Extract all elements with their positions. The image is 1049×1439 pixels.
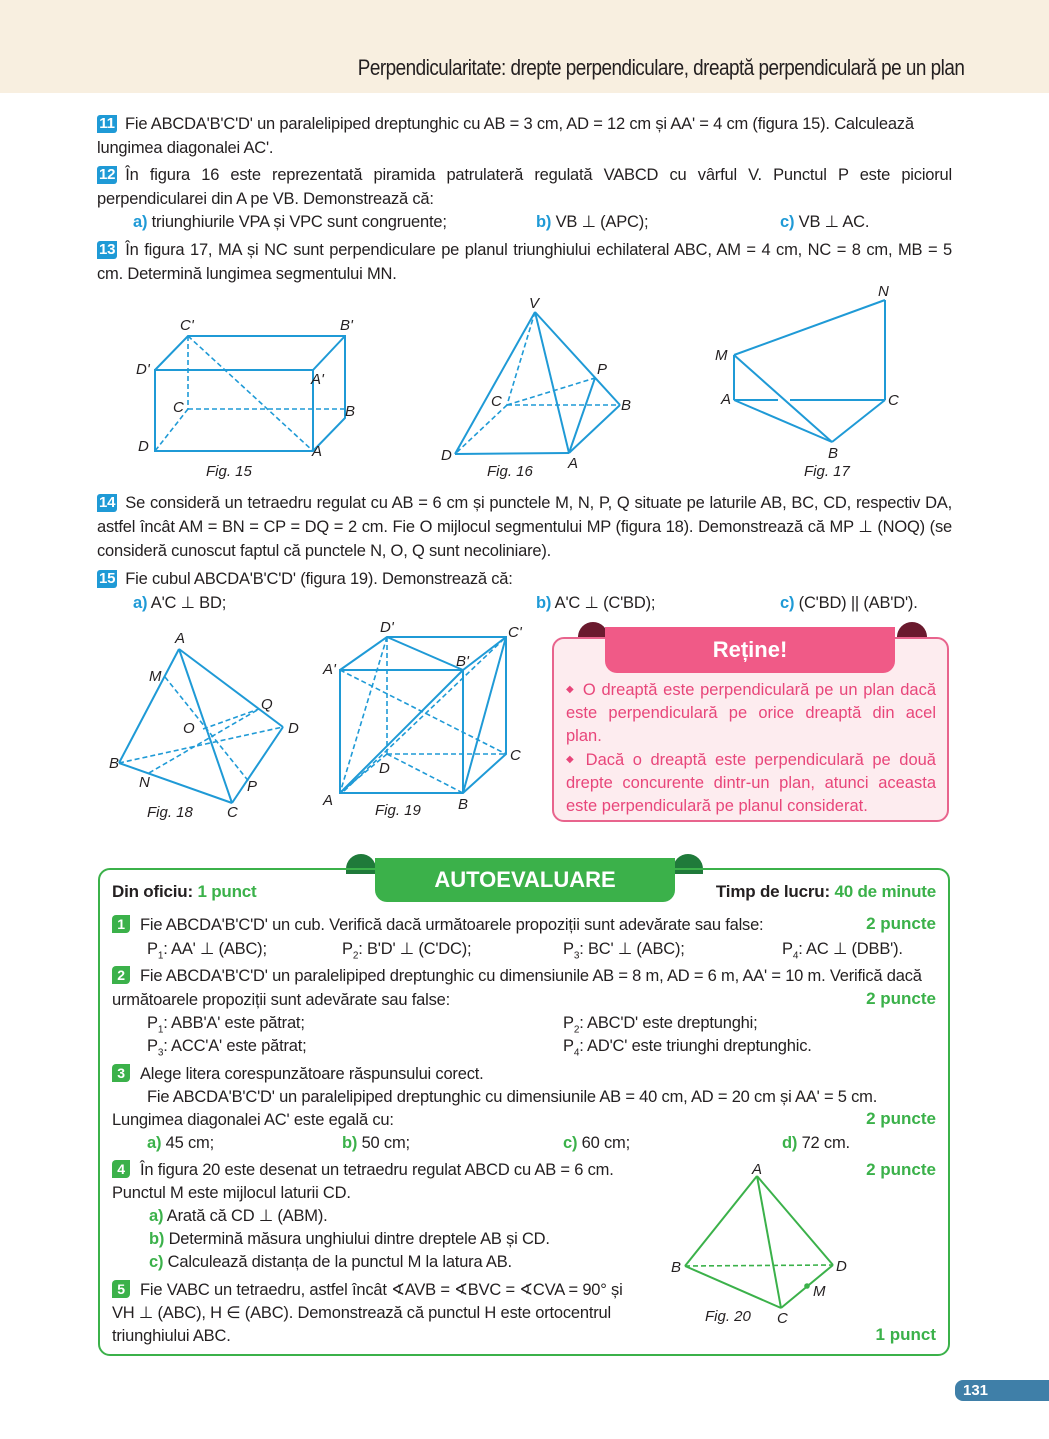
label-p: P: [247, 778, 258, 795]
option-label: c): [563, 1134, 578, 1152]
label-c: c): [780, 213, 795, 231]
proposition-text: AC ⊥ (DBB').: [806, 940, 903, 958]
exercise-12-c: [780, 210, 869, 234]
diamond-bullet-icon: ◆: [566, 754, 578, 765]
option-label: b): [342, 1134, 358, 1152]
retine-item: [566, 678, 936, 748]
label-a: A: [752, 1161, 763, 1178]
label-a: A: [721, 391, 732, 408]
item-text: A'C ⊥ BD;: [150, 594, 227, 612]
points: 2 puncte: [866, 914, 936, 933]
exercise-text: În figura 17, MA și NC sunt perpendiculare pe planul triunghiului echilateral ABC, AM = 4 cm, NC = 8 cm, MB = 5 cm. Determină lungimea segmentului MN.: [97, 241, 952, 283]
exercise-13: [97, 238, 952, 286]
label-a: a): [133, 594, 148, 612]
points: 2 puncte: [866, 1109, 936, 1128]
oficiu-value: 1 punct: [197, 882, 257, 901]
label-o: O: [183, 720, 195, 737]
page-header: [0, 0, 1049, 93]
question-4: [112, 1158, 614, 1182]
proposition-text: ABC'D' este dreptunghi;: [587, 1014, 758, 1032]
question-text: Fie VABC un tetraedru, astfel încât ∢AVB = ∢BVC = ∢CVA = 90° și: [140, 1281, 623, 1299]
label-v: V: [529, 295, 540, 312]
option-c: [563, 1131, 630, 1155]
label-c: C: [510, 747, 521, 764]
proposition: $P_3$: BC' ⊥ (ABC);: [563, 940, 685, 962]
exercise-number: 11: [97, 115, 117, 133]
label-d: D: [138, 438, 149, 455]
proposition: $P_2$: B'D' ⊥ (C'DC);: [342, 940, 472, 962]
chapter-title: Perpendicularitate: drepte perpendiculare, dreaptă perpendiculară pe un plan: [357, 55, 964, 80]
label-d-prime: D': [380, 619, 394, 636]
question-text: Fie ABCDA'B'C'D' un cub. Verifică dacă următoarele propoziții sunt adevărate sau false:: [140, 916, 764, 934]
proposition-text: ABB'A' este pătrat;: [171, 1014, 305, 1032]
label-b: b): [149, 1230, 165, 1248]
label-a: A: [312, 443, 323, 460]
proposition: $P_4$: AD'C' este triunghi dreptunghic.: [563, 1037, 812, 1059]
exercise-11: [97, 112, 952, 160]
proposition-text: B'D' ⊥ (C'DC);: [366, 940, 472, 958]
question-text: Fie ABCDA'B'C'D' un paralelipiped dreptunghic cu dimensiunile AB = 8 m, AD = 6 m, AA' = 10 m. Verifică dacă următoarele propoziții sunt adevărate sau false:: [112, 967, 922, 1009]
proposition-text: BC' ⊥ (ABC);: [587, 940, 685, 958]
label-n: N: [878, 283, 889, 300]
option-value: 60 cm;: [581, 1134, 630, 1152]
question-1: [112, 913, 842, 937]
label-a-prime: A': [311, 371, 324, 388]
proposition: $P_3$: ACC'A' este pătrat;: [147, 1037, 307, 1059]
option-d: [782, 1131, 850, 1155]
label-a: a): [149, 1207, 164, 1225]
question-3-text2: Lungimea diagonalei AC' este egală cu:: [112, 1111, 394, 1129]
label-b: B: [828, 445, 839, 462]
figure-20: [665, 1158, 865, 1328]
oficiu-info: [112, 880, 256, 904]
option-value: 45 cm;: [165, 1134, 214, 1152]
label-a: a): [133, 213, 148, 231]
label-q: Q: [261, 696, 273, 713]
retine-item-text: Dacă o dreaptă este perpendiculară pe două drepte concurente dintr-un plan, atunci aceasta este perpendiculară pe planul considerat.: [566, 751, 936, 815]
midpoint-m-dot: [804, 1283, 810, 1289]
label-b-prime: B': [340, 317, 353, 334]
diamond-bullet-icon: ◆: [566, 684, 575, 695]
question-4-a: [149, 1204, 328, 1228]
label-b-prime: B': [456, 653, 469, 670]
page-number: 131: [955, 1380, 1049, 1401]
retine-item-text: O dreaptă este perpendiculară pe un plan dacă este perpendiculară pe orice dreaptă din acel plan.: [566, 681, 936, 745]
retine-title: Reține!: [605, 627, 895, 673]
label-b: B: [109, 755, 120, 772]
item-text: Arată că CD ⊥ (ABM).: [166, 1207, 328, 1225]
label-b: b): [536, 213, 552, 231]
question-number: 4: [112, 1160, 130, 1178]
retine-item: [566, 748, 936, 818]
proposition-text: AD'C' este triunghi dreptunghic.: [587, 1037, 812, 1055]
exercise-number: 13: [99, 241, 116, 258]
figure-16: [435, 290, 645, 480]
label-c: C: [173, 399, 184, 416]
exercise-15-c: [780, 591, 918, 615]
label-d: D: [441, 447, 452, 464]
figure-caption: Fig. 20: [705, 1308, 751, 1325]
item-text: A'C ⊥ (C'BD);: [554, 594, 656, 612]
exercise-15-a: [133, 591, 226, 615]
question-5: [112, 1278, 623, 1302]
label-c: C: [777, 1310, 788, 1327]
option-b: [342, 1131, 410, 1155]
question-number: 2: [112, 966, 130, 984]
exercise-text: În figura 16 este reprezentată piramida patrulateră regulată VABCD cu vârful V. Punctul P este piciorul perpendicularei din A pe VB. Demonstrează că:: [97, 166, 952, 208]
label-m: M: [813, 1283, 826, 1300]
label-b: B: [671, 1259, 682, 1276]
label-a: A: [568, 455, 579, 472]
option-value: 50 cm;: [361, 1134, 410, 1152]
label-c: C: [227, 804, 238, 821]
label-b: B: [458, 796, 469, 813]
question-4-text2: Punctul M este mijlocul laturii CD.: [112, 1184, 351, 1202]
question-number: 3: [112, 1064, 130, 1082]
label-c: C: [491, 393, 502, 410]
figure-19: [315, 615, 540, 825]
label-a: A: [175, 630, 186, 647]
figure-caption: Fig. 16: [487, 463, 533, 480]
label-d-prime: D': [136, 361, 150, 378]
timp-label: Timp de lucru:: [715, 882, 830, 901]
points: 1 punct: [875, 1325, 936, 1344]
figure-17: [710, 280, 930, 480]
item-text: (C'BD) || (AB'D').: [798, 594, 918, 612]
item-text: VB ⊥ (APC);: [555, 213, 649, 231]
autoevaluare-title: AUTOEVALUARE: [375, 858, 675, 902]
question-5-text2: VH ⊥ (ABC), H ∈ (ABC). Demonstrează că punctul H este ortocentrul: [112, 1304, 611, 1322]
figure-caption: Fig. 15: [206, 463, 252, 480]
label-c: C: [888, 392, 899, 409]
exercise-text: Fie ABCDA'B'C'D' un paralelipiped dreptunghic cu AB = 3 cm, AD = 12 cm și AA' = 4 cm (figura 15). Calculează lungimea diagonalei AC'.: [97, 115, 914, 157]
exercise-15-b: [536, 591, 655, 615]
exercise-12: [97, 163, 952, 211]
question-4-c: [149, 1250, 512, 1274]
proposition: $P_1$: AA' ⊥ (ABC);: [147, 940, 267, 962]
retine-content: [566, 678, 936, 818]
label-d: D: [288, 720, 299, 737]
exercise-12-a: [133, 210, 447, 234]
label-a-prime: A': [323, 661, 336, 678]
question-number: 5: [112, 1280, 130, 1298]
label-b: B: [345, 403, 356, 420]
item-text: triunghiurile VPA și VPC sunt congruente;: [151, 213, 447, 231]
question-intro: Alege litera corespunzătoare răspunsului corect.: [140, 1065, 484, 1083]
option-label: a): [147, 1134, 162, 1152]
option-value: 72 cm.: [801, 1134, 850, 1152]
figure-18: [105, 625, 315, 825]
option-label: d): [782, 1134, 798, 1152]
question-5-text3: triunghiului ABC.: [112, 1327, 231, 1345]
label-m: M: [149, 668, 162, 685]
figure-15: [130, 310, 370, 480]
label-d: D: [379, 760, 390, 777]
item-text: Determină măsura unghiului dintre dreptele AB și CD.: [168, 1230, 550, 1248]
figure-caption: Fig. 19: [375, 802, 421, 819]
exercise-14: [97, 491, 952, 563]
label-a: A: [323, 792, 334, 809]
exercise-number: 12: [99, 166, 116, 183]
item-text: Calculează distanța de la punctul M la latura AB.: [167, 1253, 512, 1271]
figure-caption: Fig. 18: [147, 804, 193, 821]
timp-info: [716, 880, 936, 904]
exercise-15: [97, 567, 952, 591]
exercise-number: 15: [99, 570, 116, 587]
points: 2 puncte: [866, 1160, 936, 1179]
label-c-prime: C': [180, 317, 194, 334]
proposition-text: AA' ⊥ (ABC);: [171, 940, 267, 958]
label-b: b): [536, 594, 552, 612]
question-number: 1: [112, 915, 130, 933]
proposition: $P_2$: ABC'D' este dreptunghi;: [563, 1014, 758, 1036]
label-n: N: [139, 774, 150, 791]
label-c: c): [149, 1253, 164, 1271]
item-text: VB ⊥ AC.: [798, 213, 870, 231]
label-p: P: [597, 361, 608, 378]
exercise-text: Se consideră un tetraedru regulat cu AB = 6 cm și punctele M, N, P, Q situate pe laturile AB, BC, CD, respectiv DA, astfel încât AM = BN = CP = DQ = 2 cm. Fie O mijlocul segmentului MP (figura 18). Demonstrează că MP ⊥ (NOQ) (se consideră cunoscut faptul că punctele N, O, Q sunt necoliniare).: [97, 494, 952, 560]
figure-caption: Fig. 17: [804, 463, 850, 480]
proposition: $P_1$: ABB'A' este pătrat;: [147, 1014, 305, 1036]
exercise-text: Fie cubul ABCDA'B'C'D' (figura 19). Demonstrează că:: [125, 570, 513, 588]
question-text: În figura 20 este desenat un tetraedru regulat ABCD cu AB = 6 cm.: [140, 1161, 614, 1179]
exercise-number: 14: [99, 494, 116, 511]
label-c: c): [780, 594, 795, 612]
oficiu-label: Din oficiu:: [112, 882, 193, 901]
question-3: [112, 1062, 484, 1086]
proposition: $P_4$: AC ⊥ (DBB').: [782, 940, 903, 962]
label-c-prime: C': [508, 624, 522, 641]
proposition-text: ACC'A' este pătrat;: [171, 1037, 307, 1055]
label-b: B: [621, 397, 632, 414]
label-d: D: [836, 1258, 847, 1275]
question-3-text: Fie ABCDA'B'C'D' un paralelipiped dreptunghic cu dimensiunile AB = 40 cm, AD = 20 cm și AA' = 5 cm.: [147, 1088, 878, 1106]
option-a: [147, 1131, 214, 1155]
timp-value: 40 de minute: [834, 882, 936, 901]
question-4-b: [149, 1227, 550, 1251]
points: 2 puncte: [866, 989, 936, 1008]
label-m: M: [715, 347, 728, 364]
exercise-12-b: [536, 210, 648, 234]
question-2: [112, 964, 938, 1012]
